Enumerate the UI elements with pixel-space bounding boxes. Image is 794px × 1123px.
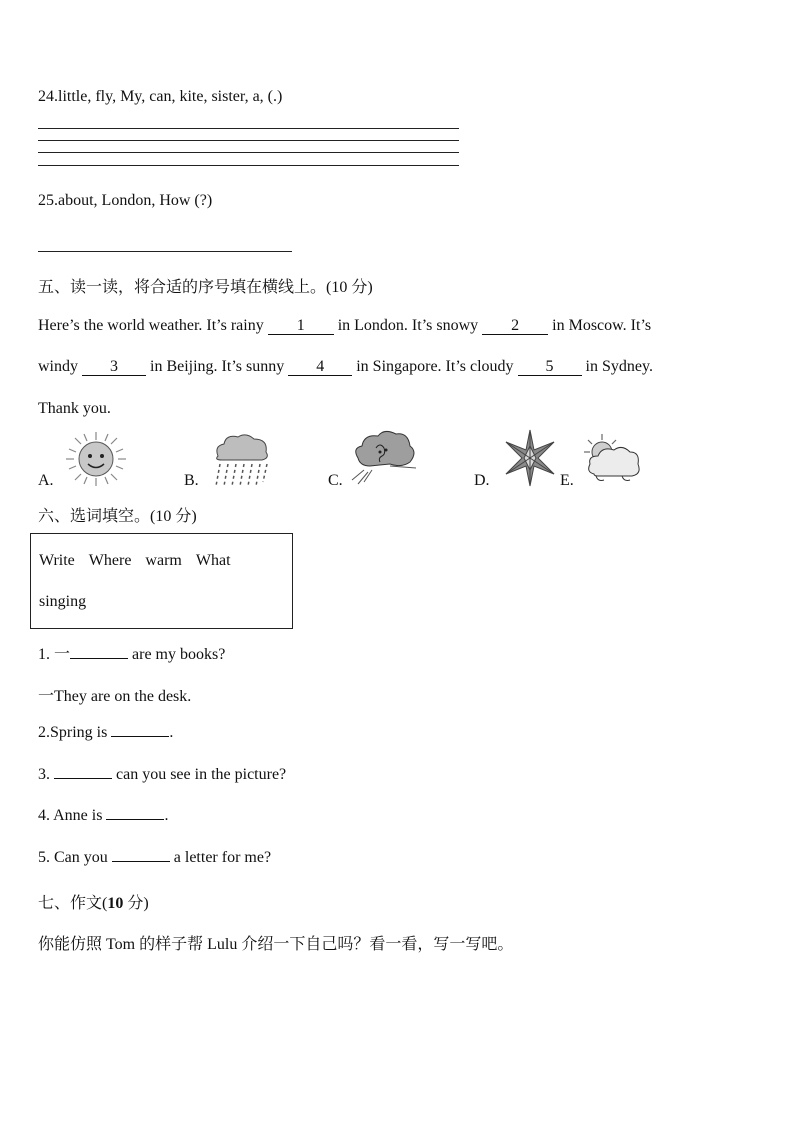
- sun-behind-cloud-icon: [582, 432, 644, 488]
- fill-item-1: 1. 一 are my books?: [38, 646, 226, 663]
- fill-item-3: 3. can you see in the picture?: [38, 766, 287, 783]
- section7-prompt: 你能仿照 Tom 的样子帮 Lulu 介绍一下自己吗？看一看，写一写吧。: [38, 936, 514, 953]
- sun-icon: [62, 430, 130, 488]
- answer-line-24-1[interactable]: [38, 128, 459, 129]
- word-option: What: [195, 552, 231, 569]
- blank-4[interactable]: 4: [288, 359, 352, 376]
- rain-cloud-icon: [210, 432, 272, 488]
- fill-item-4: 4. Anne is .: [38, 807, 169, 824]
- q25-text: [38, 192, 212, 210]
- word-option: Write: [39, 552, 75, 569]
- blank-3[interactable]: 3: [82, 359, 146, 376]
- fill-blank-3[interactable]: [54, 778, 112, 779]
- fill-item-2: 2.Spring is .: [38, 724, 174, 741]
- option-b-label: B.: [184, 472, 199, 489]
- option-e-label: E.: [560, 472, 574, 489]
- fill-item-1-answer: 一They are on the desk.: [38, 688, 192, 705]
- word-box: [30, 533, 293, 629]
- word-option: singing: [39, 593, 87, 610]
- word-option: Where: [88, 552, 132, 569]
- section6-title: 六、选词填空。(10 分): [38, 508, 197, 525]
- answer-line-24-2[interactable]: [38, 140, 459, 141]
- fill-item-5: 5. Can you a letter for me?: [38, 849, 272, 866]
- answer-line-24-4[interactable]: [38, 165, 459, 166]
- option-d-label: D.: [474, 472, 490, 489]
- section7-title: 七、作文(10 分): [38, 895, 149, 912]
- fill-blank-5[interactable]: [112, 861, 170, 862]
- option-c-label: C.: [328, 472, 343, 489]
- q25-number: 25.: [38, 192, 58, 209]
- q24-text: [38, 88, 282, 106]
- blank-2[interactable]: 2: [482, 318, 548, 335]
- option-a-label: A.: [38, 472, 54, 489]
- q25-words: about, London, How (?): [58, 192, 213, 209]
- blank-5[interactable]: 5: [518, 359, 582, 376]
- blank-1[interactable]: 1: [268, 318, 334, 335]
- word-option: warm: [145, 552, 182, 569]
- answer-line-24-3[interactable]: [38, 152, 459, 153]
- snowflake-icon: [500, 428, 560, 488]
- answer-line-25[interactable]: [38, 251, 292, 252]
- q24-words: little, fly, My, can, kite, sister, a, (.): [58, 88, 283, 105]
- wind-cloud-icon: [350, 428, 420, 486]
- fill-blank-2[interactable]: [111, 736, 169, 737]
- section5-line2: windy 3 in Beijing. It’s sunny 4 in Singapore. It’s cloudy 5 in Sydney.: [38, 358, 653, 375]
- fill-blank-4[interactable]: [106, 819, 164, 820]
- section5-title: 五、读一读，将合适的序号填在横线上。(10 分): [38, 279, 373, 296]
- section5-line1: Here’s the world weather. It’s rainy 1 in London. It’s snowy 2 in Moscow. It’s: [38, 317, 652, 334]
- section5-thanks: Thank you.: [38, 400, 111, 417]
- fill-blank-1[interactable]: [70, 658, 128, 659]
- q24-number: 24.: [38, 88, 58, 105]
